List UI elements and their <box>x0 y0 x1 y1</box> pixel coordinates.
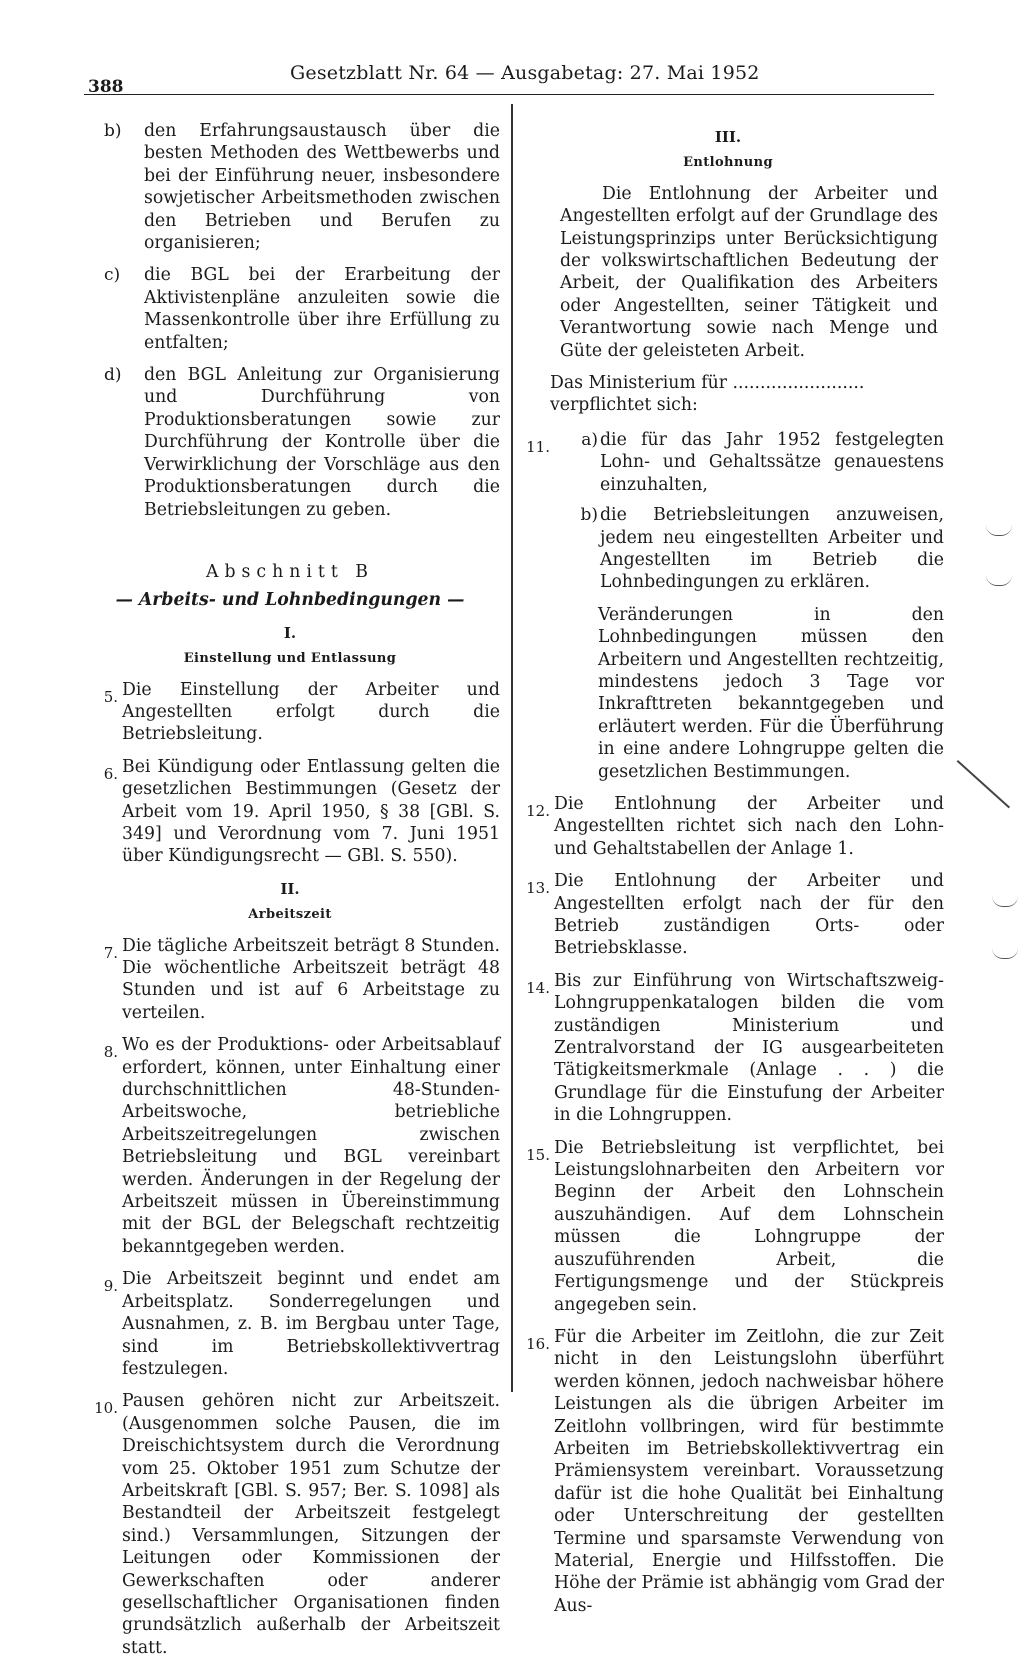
sub-item-b <box>554 504 944 594</box>
margin-mark <box>992 896 1018 907</box>
paragraph-13 <box>512 870 944 960</box>
paragraph-7 <box>80 935 500 1025</box>
sub-label: a) <box>581 429 598 450</box>
paragraph-text: Die Einstellung der Arbeiter und Angestellten erfolgt durch die Betriebsleitung. <box>122 679 500 745</box>
paragraph-text: Bei Kündigung oder Entlassung gelten die gesetzlichen Bestimmungen (Gesetz der Arbeit vom 19. April 1950, § 38 [GBl. S. 349] und Verordnung vom 7. Juni 1951 über Kündigungsrecht — GBl. S. 550). <box>122 756 500 867</box>
left-column <box>80 120 500 1669</box>
paragraph-number: 5. <box>103 687 118 706</box>
item-text: den Erfahrungsaustausch über die besten Methoden des Wettbewerbs und bei der Einführung neuer, insbesondere sowjetischer Arbeitsmethoden zwischen den Betrieben und Berufen zu organisieren; <box>144 121 500 254</box>
sub-label: b) <box>580 505 598 526</box>
ministry-line <box>512 372 944 417</box>
part-title-arbeitszeit: Arbeitszeit <box>248 907 332 923</box>
ministry-line-2: verpflichtet sich: <box>550 395 698 416</box>
paragraph-number: 12. <box>526 801 550 820</box>
part-title-entlohnung: Entlohnung <box>683 155 773 171</box>
section-heading: Abschnitt B <box>206 561 374 582</box>
paragraph-number: 15. <box>526 1145 550 1164</box>
paragraph-text: Für die Arbeiter im Zeitlohn, die zur Zeit nicht in den Leistungslohn überführt werden können, jedoch nachweisbar höhere Leistungen als die übrigen Arbeiter im Zeitlohn vollbringen, wird für bestimmte Arbeiten im Betriebskollektivvertrag ein Prämiensystem vereinbart. Voraussetzung dafür ist die hohe Qualität bei Einhaltung oder Unterschreitung der gestellten Termine und sparsamste Verwendung von Material, Energie und Hilfsstoffen. Die Höhe der Prämie ist abhängig vom Grad der Aus- <box>554 1326 944 1616</box>
paragraph-text: Die Arbeitszeit beginnt und endet am Arbeitsplatz. Sonderregelungen und Ausnahmen, z. B. im Bergbau unter Tage, sind im Betriebskollektivvertrag festzulegen. <box>122 1269 500 1379</box>
part-number-i: I. <box>283 623 297 642</box>
right-column <box>512 118 944 1627</box>
sub-item-a <box>554 429 944 496</box>
paragraph-number: 6. <box>103 764 118 783</box>
list-item-c <box>80 264 500 354</box>
page-header <box>84 60 934 95</box>
paragraph-number: 10. <box>94 1399 118 1418</box>
intro-paragraph: Die Entlohnung der Arbeiter und Angestellten erfolgt auf der Grundlage des Leistungsprinzips unter Berücksichtigung der volkswirtschaftlichen Bedeutung der Arbeit, der Qualifikation des Arbeiters oder Angestellten, seiner Tätigkeit und Verantwortung sowie nach Menge und Güte der geleisteten Arbeit. <box>560 183 938 361</box>
paragraph-text: Die Betriebsleitung ist verpflichtet, bei Leistungslohnarbeiten den Arbeitern vor Beginn der Arbeit den Lohnschein auszuhändigen. Auf dem Lohnschein müssen die Lohngruppe der auszuführenden Arbeit, die Fertigungsmenge und der Stückpreis angegeben sein. <box>554 1137 944 1315</box>
item-text: den BGL Anleitung zur Organisierung und Durchführung von Produktionsberatungen sowie zur Durchführung der Kontrolle über die Verwirklichung der Vorschläge aus den Produktionsberatungen durch die Betriebsleitungen zu geben. <box>144 365 500 520</box>
paragraph-number: 8. <box>103 1043 118 1062</box>
paragraph-number: 11. <box>526 437 550 456</box>
paragraph-number: 16. <box>526 1334 550 1353</box>
paragraph-text: Die Entlohnung der Arbeiter und Angestellten richtet sich nach den Lohn- und Gehaltstabellen der Anlage 1. <box>554 793 944 859</box>
paragraph-15 <box>512 1137 944 1316</box>
paragraph-6 <box>80 756 500 868</box>
margin-mark <box>986 575 1012 586</box>
margin-mark <box>992 948 1018 959</box>
paragraph-text: Bis zur Einführung von Wirtschaftszweig-Lohngruppenkatalogen bilden die vom zuständigen Ministerium und Zentralvorstand der IG ausgearbeiteten Tätigkeitsmerkmale (Anlage . . ) die Grundlage für die Einstufung der Arbeiter in die Lohngruppen. <box>554 970 944 1126</box>
paragraph-number: 7. <box>103 943 118 962</box>
ministry-line-1: Das Ministerium für ........................ <box>550 373 865 394</box>
section-title: — Arbeits- und Lohnbedingungen — <box>115 590 465 611</box>
item-label: c) <box>104 265 121 286</box>
paragraph-8 <box>80 1034 500 1258</box>
margin-mark <box>986 525 1012 536</box>
item-text: die BGL bei der Erarbeitung der Aktivistenpläne anzuleiten sowie die Massenkontrolle über ihre Erfüllung zu entfalten; <box>144 265 500 353</box>
page-number: 388 <box>88 77 124 97</box>
paragraph-5 <box>80 679 500 746</box>
part-title-einstellung: Einstellung und Entlassung <box>183 651 397 667</box>
sub-text: die für das Jahr 1952 festgelegten Lohn- und Gehaltssätze genauestens einzuhalten, <box>600 429 944 495</box>
gazette-title: Gesetzblatt Nr. 64 — Ausgabetag: 27. Mai 1952 <box>290 62 760 84</box>
list-item-d <box>80 364 500 521</box>
paragraph-10 <box>80 1390 500 1659</box>
part-number-ii: II. <box>280 879 300 898</box>
list-item-b <box>80 120 500 254</box>
paragraph-number: 9. <box>103 1277 118 1296</box>
paragraph-9 <box>80 1268 500 1380</box>
part-number-iii: III. <box>714 128 742 146</box>
paragraph-text: Die Entlohnung der Arbeiter und Angestellten erfolgt nach der für den Betrieb zuständigen Orts- oder Betriebsklasse. <box>554 871 944 959</box>
paragraph-16 <box>512 1326 944 1617</box>
paragraph-12 <box>512 793 944 860</box>
paragraph-14 <box>512 970 944 1127</box>
item-label: d) <box>104 365 122 386</box>
sub-item-b-paragraph: Veränderungen in den Lohnbedingungen müssen den Arbeitern und Angestellten rechtzeitig, mindestens jedoch 3 Tage vor Inkrafttreten bekanntgegeben und erläutert werden. Für die Überführung in eine andere Lohngruppe gelten die gesetzlichen Bestimmungen. <box>598 604 944 782</box>
margin-stroke <box>957 760 1010 808</box>
paragraph-text: Die tägliche Arbeitszeit beträgt 8 Stunden. Die wöchentliche Arbeitszeit beträgt 48 Stunden und ist auf 6 Arbeitstage zu verteilen. <box>122 935 500 1023</box>
sub-text: die Betriebsleitungen anzuweisen, jedem neu eingestellten Arbeiter und Angestellten im Betrieb die Lohnbedingungen zu erklären. <box>600 505 944 593</box>
paragraph-text: Pausen gehören nicht zur Arbeitszeit. (Ausgenommen solche Pausen, die im Dreischichtsystem durch die Verordnung vom 25. Oktober 1951 zum Schutze der Arbeitskraft [GBl. S. 957; Ber. S. 1098] als Bestandteil der Arbeitszeit festgelegt sind.) Versammlungen, Sitzungen der Leitungen oder Kommissionen der Gewerkschaften oder anderer gesellschaftlicher Organisationen finden grundsätzlich außerhalb der Arbeitszeit statt. <box>122 1391 500 1658</box>
item-label: b) <box>104 121 122 141</box>
paragraph-text: Wo es der Produktions- oder Arbeitsablauf erfordert, können, unter Einhaltung einer durchschnittlichen 48-Stunden-Arbeitswoche, betriebliche Arbeitszeitregelungen zwischen Betriebsleitung und BGL vereinbart werden. Änderungen in der Regelung der Arbeitszeit müssen in Übereinstimmung mit der BGL der Belegschaft rechtzeitig bekanntgegeben werden. <box>122 1035 500 1257</box>
paragraph-number: 13. <box>526 879 550 898</box>
paragraph-number: 14. <box>526 978 550 997</box>
paragraph-11 <box>512 429 944 594</box>
